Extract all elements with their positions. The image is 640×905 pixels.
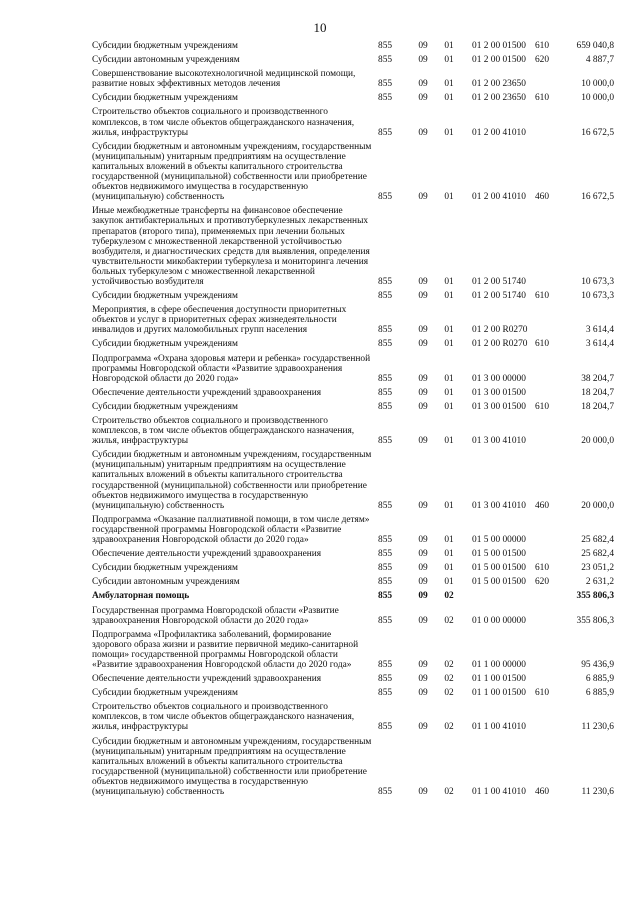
cell-c1: 855 — [378, 674, 393, 685]
cell-c1: 855 — [378, 535, 393, 546]
table-row — [92, 206, 614, 287]
cell-c1: 855 — [378, 41, 393, 51]
table-row — [92, 515, 614, 545]
cell-c1: 855 — [378, 291, 393, 302]
page-number: 10 — [313, 20, 327, 35]
cell-c2: 09 — [418, 577, 428, 588]
cell-c2: 09 — [418, 591, 428, 602]
cell-c5: 610 — [534, 688, 550, 699]
cell-c6: 95 436,9 — [581, 659, 614, 670]
cell-c1: 855 — [378, 659, 393, 670]
cell-c1: 855 — [378, 563, 393, 574]
cell-c5: 610 — [534, 563, 550, 574]
cell-c3: 01 — [444, 127, 454, 138]
cell-c3: 02 — [444, 688, 454, 699]
cell-c2: 09 — [418, 55, 428, 66]
row-name: Субсидии бюджетным учреждениям — [92, 563, 238, 574]
cell-c2: 09 — [418, 373, 428, 384]
cell-c6: 18 204,7 — [581, 387, 614, 398]
row-name: Иные межбюджетные трансферты на финансовое обеспечение закупок антибактериальных и противотуберкулезных лекарственных препаратов (второго типа), применяемых при лечении больных туберкулезом с множественной лекарственной устойчивостью возбудителя, и диагностических средств для выявления, определения чувствительности микобактерии туберкулеза и мониторинга лечения больных туберкулезом с множественной лекарственной устойчивостью возбудителя — [92, 206, 370, 287]
table-row — [92, 291, 614, 301]
row-name: Субсидии бюджетным учреждениям — [92, 41, 238, 51]
cell-c1: 855 — [378, 192, 393, 203]
cell-c2: 09 — [418, 615, 428, 626]
cell-c2: 09 — [418, 535, 428, 546]
cell-c1: 855 — [378, 688, 393, 699]
cell-c6: 25 682,4 — [581, 535, 614, 546]
row-name: Субсидии бюджетным и автономным учреждениям, государственным (муниципальным) унитарным предприятиям на осуществление капитальных вложений в объекты капитального строительства государственной (муниципальной) собственности или приобретение объектов недвижимого имущества в государственную (муниципальную) собственность — [92, 141, 372, 203]
cell-c3: 01 — [444, 325, 454, 336]
row-name: Мероприятия, в сфере обеспечения доступности приоритетных объектов и услуг в приоритетных сферах жизнедеятельности инвалидов и других маломобильных групп населения — [92, 305, 347, 336]
cell-c3: 01 — [444, 79, 454, 90]
cell-c1: 855 — [378, 373, 393, 384]
cell-c6: 11 230,6 — [581, 722, 614, 733]
row-name: Субсидии бюджетным и автономным учреждениям, государственным (муниципальным) унитарным предприятиям на осуществление капитальных вложений в объекты капитального строительства государственной (муниципальной) собственности или приобретение объектов недвижимого имущества в государственную (муниципальную) собственность — [92, 736, 372, 797]
cell-c3: 01 — [444, 41, 454, 51]
cell-c6: 659 040,8 — [576, 41, 614, 51]
cell-c4: 01 2 00 01500 — [472, 41, 526, 51]
table-row — [92, 606, 614, 626]
row-name: Обеспечение деятельности учреждений здравоохранения — [92, 674, 322, 685]
cell-c6: 6 885,9 — [585, 688, 614, 699]
cell-c2: 09 — [418, 401, 428, 412]
cell-c4: 01 2 00 R0270 — [472, 325, 528, 336]
cell-c6: 38 204,7 — [581, 373, 614, 384]
cell-c1: 855 — [378, 401, 393, 412]
cell-c1: 855 — [378, 787, 393, 797]
table-row — [92, 591, 614, 601]
cell-c6: 10 673,3 — [581, 291, 614, 302]
cell-c6: 355 806,3 — [576, 591, 614, 602]
row-name: Подпрограмма «Профилактика заболеваний, формирование здорового образа жизни и развитие первичной медико-санитарной помощи» государственной программы Новгородской области «Развитие здравоохранения Новгородской области до 2020 года» — [92, 629, 359, 670]
cell-c2: 09 — [418, 387, 428, 398]
cell-c3: 01 — [444, 401, 454, 412]
cell-c6: 16 672,5 — [581, 127, 614, 138]
cell-c4: 01 0 00 00000 — [472, 615, 526, 626]
cell-c5: 460 — [534, 500, 550, 511]
cell-c6: 6 885,9 — [585, 674, 614, 685]
cell-c4: 01 3 00 41010 — [472, 436, 526, 447]
cell-c1: 855 — [378, 436, 393, 447]
cell-c4: 01 5 00 01500 — [472, 577, 526, 588]
row-name: Строительство объектов социального и производственного комплексов, в том числе объектов общегражданского назначения, жилья, инфраструктуры — [92, 416, 355, 447]
row-name: Субсидии бюджетным учреждениям — [92, 688, 238, 699]
cell-c5: 610 — [534, 401, 550, 412]
cell-c4: 01 2 00 51740 — [472, 276, 526, 287]
row-name: Субсидии автономным учреждениям — [92, 55, 240, 66]
cell-c3: 01 — [444, 339, 454, 350]
table-row — [92, 630, 614, 670]
table-row — [92, 416, 614, 446]
cell-c3: 02 — [444, 787, 454, 797]
cell-c6: 10 000,0 — [581, 79, 614, 90]
cell-c3: 01 — [444, 577, 454, 588]
table-row — [92, 549, 614, 559]
cell-c6: 18 204,7 — [581, 401, 614, 412]
table-row — [92, 142, 614, 203]
cell-c5: 620 — [534, 577, 550, 588]
row-name: Строительство объектов социального и производственного комплексов, в том числе объектов общегражданского назначения, жилья, инфраструктуры — [92, 107, 355, 138]
cell-c2: 09 — [418, 674, 428, 685]
cell-c6: 4 887,7 — [585, 55, 614, 66]
cell-c1: 855 — [378, 500, 393, 511]
cell-c3: 01 — [444, 291, 454, 302]
cell-c2: 09 — [418, 436, 428, 447]
cell-c4: 01 1 00 01500 — [472, 674, 526, 685]
table-row — [92, 674, 614, 684]
cell-c3: 01 — [444, 549, 454, 560]
cell-c3: 01 — [444, 436, 454, 447]
cell-c4: 01 1 00 41010 — [472, 722, 526, 733]
cell-c4: 01 2 00 R0270 — [472, 339, 528, 350]
cell-c3: 02 — [444, 722, 454, 733]
cell-c6: 10 000,0 — [581, 93, 614, 104]
row-name: Государственная программа Новгородской области «Развитие здравоохранения Новгородской области до 2020 года» — [92, 605, 339, 626]
cell-c4: 01 1 00 01500 — [472, 688, 526, 699]
cell-c3: 01 — [444, 387, 454, 398]
cell-c6: 3 614,4 — [585, 339, 614, 350]
cell-c6: 23 051,2 — [581, 563, 614, 574]
cell-c6: 20 000,0 — [581, 436, 614, 447]
row-name: Строительство объектов социального и производственного комплексов, в том числе объектов общегражданского назначения, жилья, инфраструктуры — [92, 702, 355, 733]
cell-c1: 855 — [378, 577, 393, 588]
table-row — [92, 55, 614, 65]
cell-c5: 610 — [534, 41, 550, 51]
cell-c3: 02 — [444, 674, 454, 685]
cell-c4: 01 2 00 23650 — [472, 93, 526, 104]
cell-c6: 355 806,3 — [576, 615, 614, 626]
cell-c1: 855 — [378, 276, 393, 287]
row-name: Подпрограмма «Оказание паллиативной помощи, в том числе детям» государственной программы Новгородской области «Развитие здравоохранения Новгородской области до 2020 года» — [92, 514, 370, 546]
cell-c5: 610 — [534, 291, 550, 302]
cell-c4: 01 1 00 41010 — [472, 787, 526, 797]
cell-c4: 01 2 00 41010 — [472, 192, 526, 203]
row-name: Субсидии автономным учреждениям — [92, 577, 240, 588]
cell-c4: 01 2 00 01500 — [472, 55, 526, 66]
cell-c1: 855 — [378, 615, 393, 626]
cell-c2: 09 — [418, 549, 428, 560]
row-name: Субсидии бюджетным учреждениям — [92, 401, 238, 412]
cell-c4: 01 2 00 23650 — [472, 79, 526, 90]
cell-c2: 09 — [418, 500, 428, 511]
row-name: Подпрограмма «Охрана здоровья матери и ребенка» государственной программы Новгородской области «Развитие здравоохранения Новгородской области до 2020 года» — [92, 353, 371, 384]
cell-c2: 09 — [418, 127, 428, 138]
table-row — [92, 688, 614, 698]
cell-c1: 855 — [378, 79, 393, 90]
cell-c6: 3 614,4 — [585, 325, 614, 336]
row-name: Обеспечение деятельности учреждений здравоохранения — [92, 549, 322, 560]
table-row — [92, 388, 614, 398]
table-row — [92, 354, 614, 384]
cell-c1: 855 — [378, 55, 393, 66]
cell-c1: 855 — [378, 387, 393, 398]
cell-c2: 09 — [418, 563, 428, 574]
row-name: Совершенствование высокотехнологичной медицинской помощи, развитие новых эффективных методов лечения — [92, 69, 356, 90]
cell-c1: 855 — [378, 127, 393, 138]
table-row — [92, 107, 614, 137]
cell-c1: 855 — [378, 339, 393, 350]
cell-c3: 01 — [444, 192, 454, 203]
cell-c2: 09 — [418, 325, 428, 336]
cell-c4: 01 1 00 00000 — [472, 659, 526, 670]
cell-c2: 09 — [418, 291, 428, 302]
cell-c2: 09 — [418, 659, 428, 670]
cell-c6: 11 230,6 — [581, 787, 614, 797]
cell-c3: 02 — [444, 591, 454, 602]
cell-c3: 01 — [444, 535, 454, 546]
table-row — [92, 450, 614, 511]
table-row — [92, 577, 614, 587]
cell-c4: 01 2 00 51740 — [472, 291, 526, 302]
table-row — [92, 339, 614, 349]
cell-c1: 855 — [378, 93, 393, 104]
cell-c4: 01 3 00 41010 — [472, 500, 526, 511]
row-name: Субсидии бюджетным учреждениям — [92, 291, 238, 302]
cell-c1: 855 — [378, 325, 393, 336]
cell-c5: 620 — [534, 55, 550, 66]
cell-c3: 01 — [444, 563, 454, 574]
cell-c5: 610 — [534, 93, 550, 104]
cell-c3: 01 — [444, 373, 454, 384]
row-name: Обеспечение деятельности учреждений здравоохранения — [92, 387, 322, 398]
cell-c3: 01 — [444, 276, 454, 287]
table-row — [92, 563, 614, 573]
cell-c3: 01 — [444, 55, 454, 66]
cell-c1: 855 — [378, 549, 393, 560]
cell-c4: 01 5 00 01500 — [472, 549, 526, 560]
cell-c3: 01 — [444, 93, 454, 104]
cell-c2: 09 — [418, 276, 428, 287]
cell-c5: 610 — [534, 339, 550, 350]
cell-c4: 01 5 00 00000 — [472, 535, 526, 546]
cell-c4: 01 3 00 01500 — [472, 387, 526, 398]
cell-c4: 01 2 00 41010 — [472, 127, 526, 138]
cell-c6: 2 631,2 — [585, 577, 614, 588]
row-name: Субсидии бюджетным учреждениям — [92, 339, 238, 350]
table-row — [92, 93, 614, 103]
budget-table — [92, 41, 614, 801]
cell-c2: 09 — [418, 41, 428, 51]
table-row — [92, 305, 614, 335]
cell-c6: 20 000,0 — [581, 500, 614, 511]
cell-c6: 16 672,5 — [581, 192, 614, 203]
cell-c1: 855 — [378, 591, 393, 602]
cell-c2: 09 — [418, 93, 428, 104]
cell-c4: 01 3 00 00000 — [472, 373, 526, 384]
table-row — [92, 402, 614, 412]
row-name: Субсидии бюджетным и автономным учреждениям, государственным (муниципальным) унитарным предприятиям на осуществление капитальных вложений в объекты капитального строительства государственной (муниципальной) собственности или приобретение объектов недвижимого имущества в государственную (муниципальную) собственность — [92, 450, 372, 511]
cell-c3: 02 — [444, 659, 454, 670]
cell-c4: 01 5 00 01500 — [472, 563, 526, 574]
cell-c6: 25 682,4 — [581, 549, 614, 560]
cell-c2: 09 — [418, 192, 428, 203]
cell-c4: 01 3 00 01500 — [472, 401, 526, 412]
cell-c5: 460 — [534, 192, 550, 203]
cell-c2: 09 — [418, 787, 428, 797]
cell-c3: 02 — [444, 615, 454, 626]
cell-c3: 01 — [444, 500, 454, 511]
row-name: Амбулаторная помощь — [92, 591, 190, 602]
table-row — [92, 737, 614, 798]
cell-c5: 460 — [534, 787, 550, 797]
cell-c6: 10 673,3 — [581, 276, 614, 287]
cell-c2: 09 — [418, 722, 428, 733]
table-row — [92, 69, 614, 89]
cell-c2: 09 — [418, 339, 428, 350]
cell-c2: 09 — [418, 688, 428, 699]
table-row — [92, 702, 614, 732]
cell-c2: 09 — [418, 79, 428, 90]
table-row — [92, 41, 614, 51]
cell-c1: 855 — [378, 722, 393, 733]
row-name: Субсидии бюджетным учреждениям — [92, 93, 238, 104]
